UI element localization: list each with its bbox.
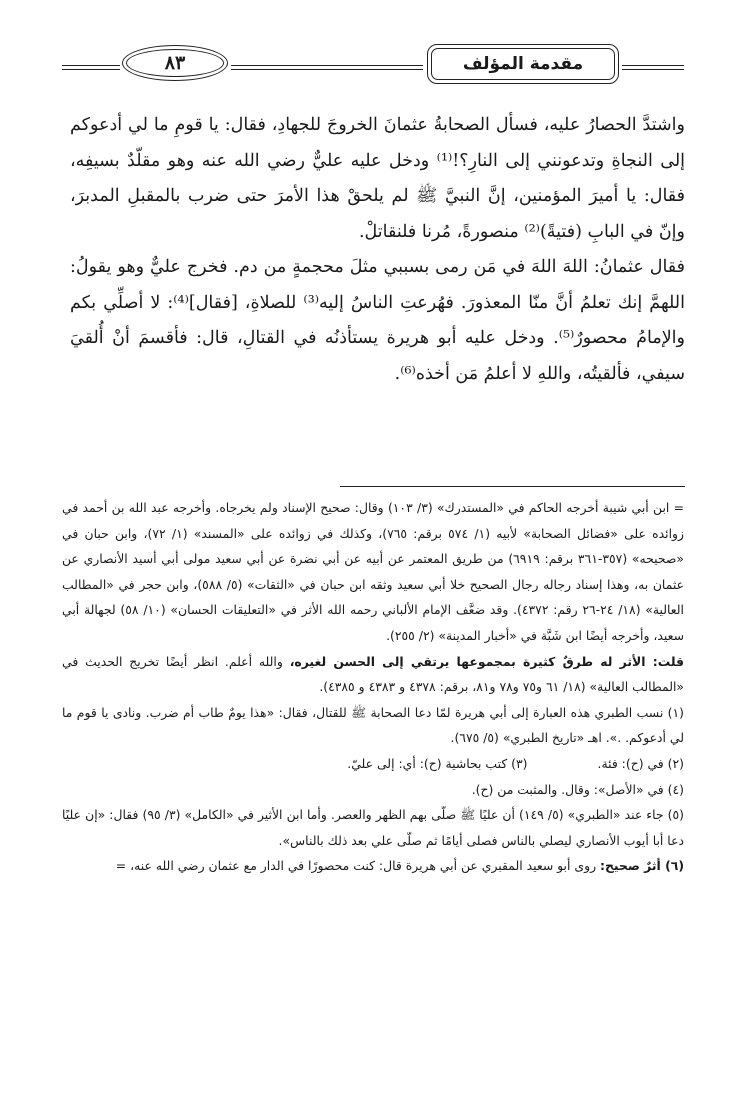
main-text [70, 108, 685, 392]
footnote-1: (١) نسب الطبري هذه العبارة إلى أبي هريرة لمّا دعا الصحابة ﷺ للقتال، فقال: «هذا يومٌ طاب أم ضرب. ونادى يا قوم ما لي أدعوكم. .». اهـ «تاريخ الطبري» (٥/ ٦٧٥). [62, 704, 684, 746]
header-rule [231, 69, 423, 70]
footnote-5: (٥) جاء عند «الطبري» (٥/ ١٤٩) أن عليًا ﷺ صلّى بهم الظهر والعصر. وأما ابن الأثير في «الكامل» (٣/ ٩٥) فقال: «إن عليًا دعا أبا أيوب الأنصاري ليصلي بالناس فصلى أيامًا ثم صلّى علي بعد ذلك بالناس». [62, 807, 684, 848]
header-rule [622, 65, 684, 66]
footnote-4: (٤) في «الأصل»: وقال. والمثبت من (ح). [471, 781, 684, 797]
comment-label: قلت: الأثر له طرقٌ كثيرة بمجموعها يرتقي إلى الحسن لغيره، [289, 653, 684, 669]
header-rule [231, 65, 423, 66]
footnote-comment [62, 649, 684, 700]
page-header [62, 40, 684, 86]
footnote-6 [62, 853, 684, 879]
footnote-continuation: = ابن أبي شيبة أخرجه الحاكم في «المستدرك» (٣/ ١٠٣) وقال: صحيح الإسناد ولم يخرجاه. وأخرجه عبد الله بن أحمد في زوائده على «فضائل الصحابة» لأبيه (١/ ٥٧٤ برقم: ٧٦٥)، وكذلك في زوائده على «المسند» (١/ ٧٢)، وابن حبان في «صحيحه» (٣٥٧-٣٦١ برقم: ٦٩١٩) من طريق المعتمر عن أبيه عن أبي نضرة عن أبي سعيد مولى أبي أسيد الأنصاري عن عثمان به، وهذا إسناد رجاله رجال الصحيح خلا أبي سعيد وثقه ابن حبان في «الثقات» (٥/ ٥٨٨)، وابن حجر في «المطالب العالية» (١٨/ ٢٤-٢٦ رقم: ٤٣٧٢). وقد ضعَّف الإمام الألباني رحمه الله الأثر في «التعليقات الحسان» (١٠/ ٥٨) لجهالة أبي سعيد، وأخرجه أيضًا ابن شَبَّة في «أخبار المدينة» (٢/ ٢٥٥). [62, 500, 685, 643]
chapter-title: مقدمة المؤلف [427, 44, 619, 84]
footnote-separator [340, 486, 685, 487]
header-rule [622, 69, 684, 70]
footnotes [62, 495, 684, 879]
comment-text: والله أعلم. انظر أيضًا تخريج الحديث في «المطالب العالية» (١٨/ ٦١ و٧٥ و٧٨ و٨١، برقم: ٤٣٧٨ و ٤٣٨٣ و ٤٣٨٥). [62, 653, 684, 695]
header-rule [62, 69, 120, 70]
main-paragraph-2: فقال عثمانُ: اللهَ اللهَ في مَن رمى بسببي مثلَ محجمةٍ من دم. فخرج عليٌّ وهو يقولُ: اللهمَّ إنك تعلمُ أنَّ منّا المعذورَ. فهُرعتِ الناسُ إليه⁽³⁾ للصلاةِ، [فقال]⁽⁴⁾: لا أصلِّي بكم والإمامُ محصورٌ⁽⁵⁾. ودخل عليه أبو هريرة يستأذنُه في القتالِ، قال: فأقسمَ أنْ أُلقيَ سيفي، فألقيتُه، واللهِ لا أعلمُ مَن أخذه⁽⁶⁾. [70, 257, 685, 384]
header-rule [62, 65, 120, 66]
footnote-3: (٣) كتب بحاشية (ح): أي: إلى عليّ. [347, 755, 528, 771]
footnote-6-label: (٦) أثرٌ صحيح: [600, 858, 684, 874]
page-number: ٨٣ [122, 45, 228, 81]
main-paragraph-1: واشتدَّ الحصارُ عليه، فسأل الصحابةُ عثمانَ الخروجَ للجهادِ، فقال: يا قومِ ما لي أدعوكم إلى النجاةِ وتدعونني إلى النارِ؟!⁽¹⁾ ودخل عليه عليٌّ رضي الله عنه وهو مقلّدٌ بسيفِه، فقال: يا أميرَ المؤمنين، إنَّ النبيَّ ﷺ لم يلحقْ هذا الأمرَ حتى ضرب بالمقبلِ المدبرَ، وإنّ في البابِ (فتيةً)⁽²⁾ منصورةً، مُرنا فلنقاتلْ. [70, 115, 686, 242]
footnote-6-text: روى أبو سعيد المقبري عن أبي هريرة قال: كنت محصورًا في الدار مع عثمان رضي الله عنه، = [115, 858, 600, 874]
footnote-2: (٢) في (ح): فئة. [597, 755, 684, 771]
footnote-row [62, 751, 684, 777]
